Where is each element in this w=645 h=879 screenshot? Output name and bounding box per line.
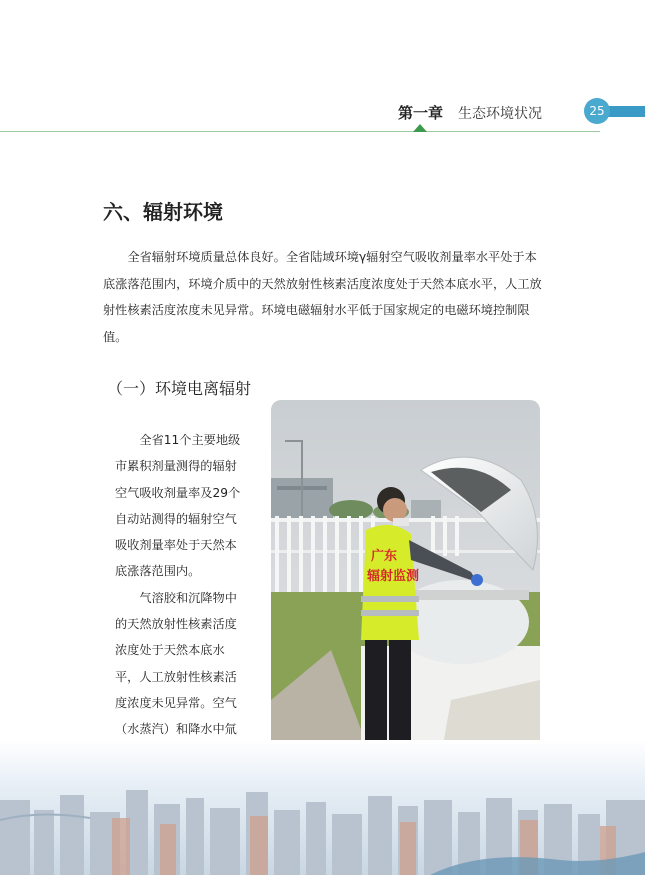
body-paragraph: 全省11个主要地级市累积剂量测得的辐射空气吸收剂量率及29个自动站测得的辐射空气吸收剂量率处于天然本底涨落范围内。 — [115, 433, 241, 579]
chapter-label: 第一章 — [398, 104, 444, 122]
skyline-illustration — [0, 740, 645, 875]
chapter-title: 生态环境状况 — [458, 106, 542, 122]
city-skyline-footer — [0, 740, 645, 875]
photo-illustration — [271, 400, 540, 756]
body-paragraph: 气溶胶和沉降物中的天然放射性核素活度浓度处于天然本底水平，人工放射性核素活度浓度未见异常。空气（水蒸汽）和降水中氚 — [115, 590, 237, 737]
section-heading: 六、辐射环境 — [103, 200, 223, 224]
page-number: 25 — [584, 98, 610, 124]
monitoring-station-photo — [271, 400, 540, 756]
subsection-heading: （一）环境电离辐射 — [107, 379, 252, 398]
header-rule — [0, 131, 600, 132]
section-intro-paragraph: 全省辐射环境质量总体良好。全省陆域环境γ辐射空气吸收剂量率水平处于本底涨落范围内，环境介质中的天然放射性核素活度浓度处于天然本底水平，人工放射性核素活度浓度未见异常。环境电磁辐射水平低于国家规定的电磁环境控制限值。 — [103, 250, 542, 344]
vest-text-line2: 辐射监测 — [367, 569, 420, 584]
vest-text-line1: 广东 — [371, 549, 398, 564]
header-marker — [413, 124, 427, 132]
